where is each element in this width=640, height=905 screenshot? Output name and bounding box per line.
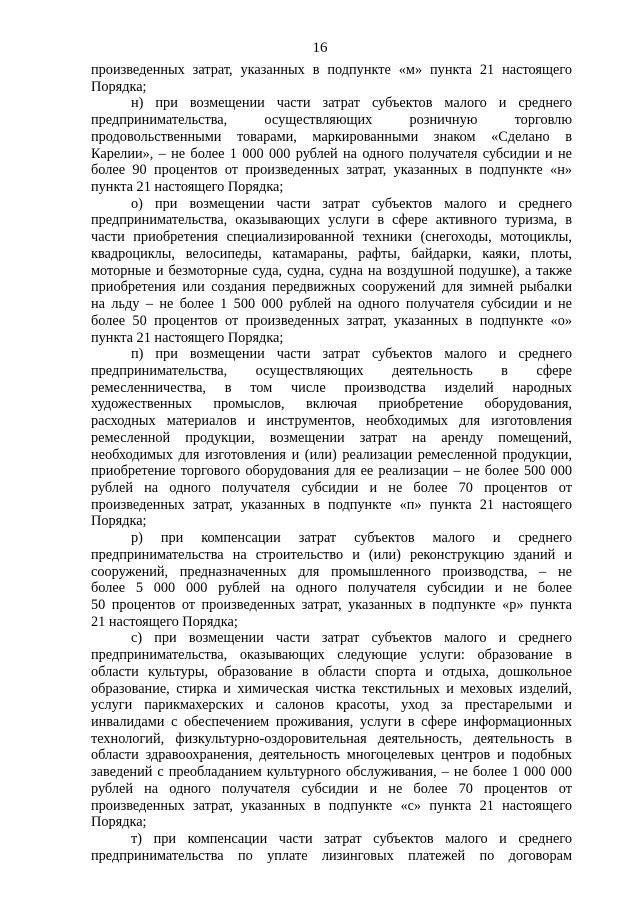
text-line: предпринимательства, оказывающих услуги в сфере активного туризма, в bbox=[91, 212, 572, 229]
page-number: 16 bbox=[312, 40, 328, 56]
text-line: Карелии», – не более 1 000 000 рублей на одного получателя субсидии и не bbox=[91, 145, 572, 162]
text-line: сооружений, предназначенных для промышленного производства, – не bbox=[91, 563, 572, 580]
text-line: рублей на одного получателя субсидии и не более 70 процентов от bbox=[91, 479, 572, 496]
text-line: произведенных затрат, указанных в подпункте «м» пункта 21 настоящего bbox=[91, 62, 572, 78]
text-line: Порядка; bbox=[91, 814, 147, 831]
text-line: ремесленной продукции, возмещении затрат на аренду помещений, bbox=[91, 429, 572, 446]
text-line: области здравоохранения, деятельность многоцелевых центров и подобных bbox=[91, 747, 572, 764]
text-line: п) при возмещении части затрат субъектов малого и среднего bbox=[131, 346, 572, 363]
text-line: квадроциклы, велосипеды, катамараны, рафты, байдарки, каяки, плоты, bbox=[91, 245, 572, 262]
text-line: образование, стирка и химическая чистка текстильных и меховых изделий, bbox=[91, 680, 572, 697]
text-line: предпринимательства, осуществляющих розничную торговлю bbox=[91, 112, 572, 129]
text-line: предпринимательства по уплате лизинговых платежей по договорам bbox=[91, 847, 572, 864]
text-line: приобретения или создания передвижных сооружений для зимней рыбалки bbox=[91, 279, 572, 296]
document-body bbox=[91, 62, 572, 865]
text-line: заведений с преобладанием культурного обслуживания, – не более 1 000 000 bbox=[91, 764, 572, 781]
text-line: произведенных затрат, указанных в подпункте «п» пункта 21 настоящего bbox=[91, 496, 572, 513]
text-line: рублей на одного получателя субсидии и не более 70 процентов от bbox=[91, 780, 572, 797]
text-line: области культуры, образование в области спорта и отдыха, дошкольное bbox=[91, 663, 572, 680]
text-line: более 90 процентов от произведенных затрат, указанных в подпункте «н» bbox=[91, 162, 572, 179]
text-line: Порядка; bbox=[91, 78, 147, 95]
text-line: более 5 000 000 рублей на одного получателя субсидии и не более bbox=[91, 580, 572, 597]
text-line: художественных промыслов, включая приобретение оборудования, bbox=[91, 396, 572, 413]
text-line: 50 процентов от произведенных затрат, указанных в подпункте «р» пункта bbox=[91, 597, 572, 613]
text-line: инвалидами с обеспечением проживания, услуги в сфере информационных bbox=[91, 714, 572, 731]
text-line: произведенных затрат, указанных в подпункте «с» пункта 21 настоящего bbox=[91, 797, 572, 814]
text-line: части приобретения специализированной техники (снегоходы, мотоциклы, bbox=[91, 229, 572, 246]
text-line: р) при компенсации затрат субъектов малого и среднего bbox=[131, 530, 572, 547]
text-line: пункта 21 настоящего Порядка; bbox=[91, 179, 284, 196]
text-line: услуги парикмахерских и салонов красоты, уход за престарелыми и bbox=[91, 697, 572, 714]
text-line: 21 настоящего Порядка; bbox=[91, 613, 238, 630]
text-line: на льду – не более 1 500 000 рублей на одного получателя субсидии и не bbox=[91, 296, 572, 313]
text-line: необходимых для изготовления и (или) реализации ремесленной продукции, bbox=[91, 446, 572, 463]
text-line: продовольственными товарами, маркированными знаком «Сделано в bbox=[91, 128, 572, 145]
text-line: моторные и безмоторные суда, судна, судна на воздушной подушке), а также bbox=[91, 262, 572, 279]
text-line: предпринимательства на строительство и (или) реконструкцию зданий и bbox=[91, 546, 572, 563]
text-line: расходных материалов и инструментов, необходимых для изготовления bbox=[91, 413, 572, 430]
text-line: с) при возмещении части затрат субъектов малого и среднего bbox=[131, 630, 572, 647]
text-line: н) при возмещении части затрат субъектов малого и среднего bbox=[131, 95, 572, 112]
text-line: предпринимательства, оказывающих следующие услуги: образование в bbox=[91, 647, 572, 664]
text-line: т) при компенсации части затрат субъектов малого и среднего bbox=[131, 831, 572, 848]
text-line: предпринимательства, осуществляющих деятельность в сфере bbox=[91, 362, 572, 379]
text-line: пункта 21 настоящего Порядка; bbox=[91, 329, 284, 346]
text-line: ремесленничества, в том числе производства изделий народных bbox=[91, 379, 572, 396]
text-line: технологий, физкультурно-оздоровительная деятельность, деятельность в bbox=[91, 730, 572, 747]
text-line: более 50 процентов от произведенных затрат, указанных в подпункте «о» bbox=[91, 312, 572, 329]
text-line: о) при возмещении части затрат субъектов малого и среднего bbox=[131, 195, 572, 212]
text-line: Порядка; bbox=[91, 513, 147, 530]
text-line: приобретение торгового оборудования для ее реализации – не более 500 000 bbox=[91, 463, 572, 480]
